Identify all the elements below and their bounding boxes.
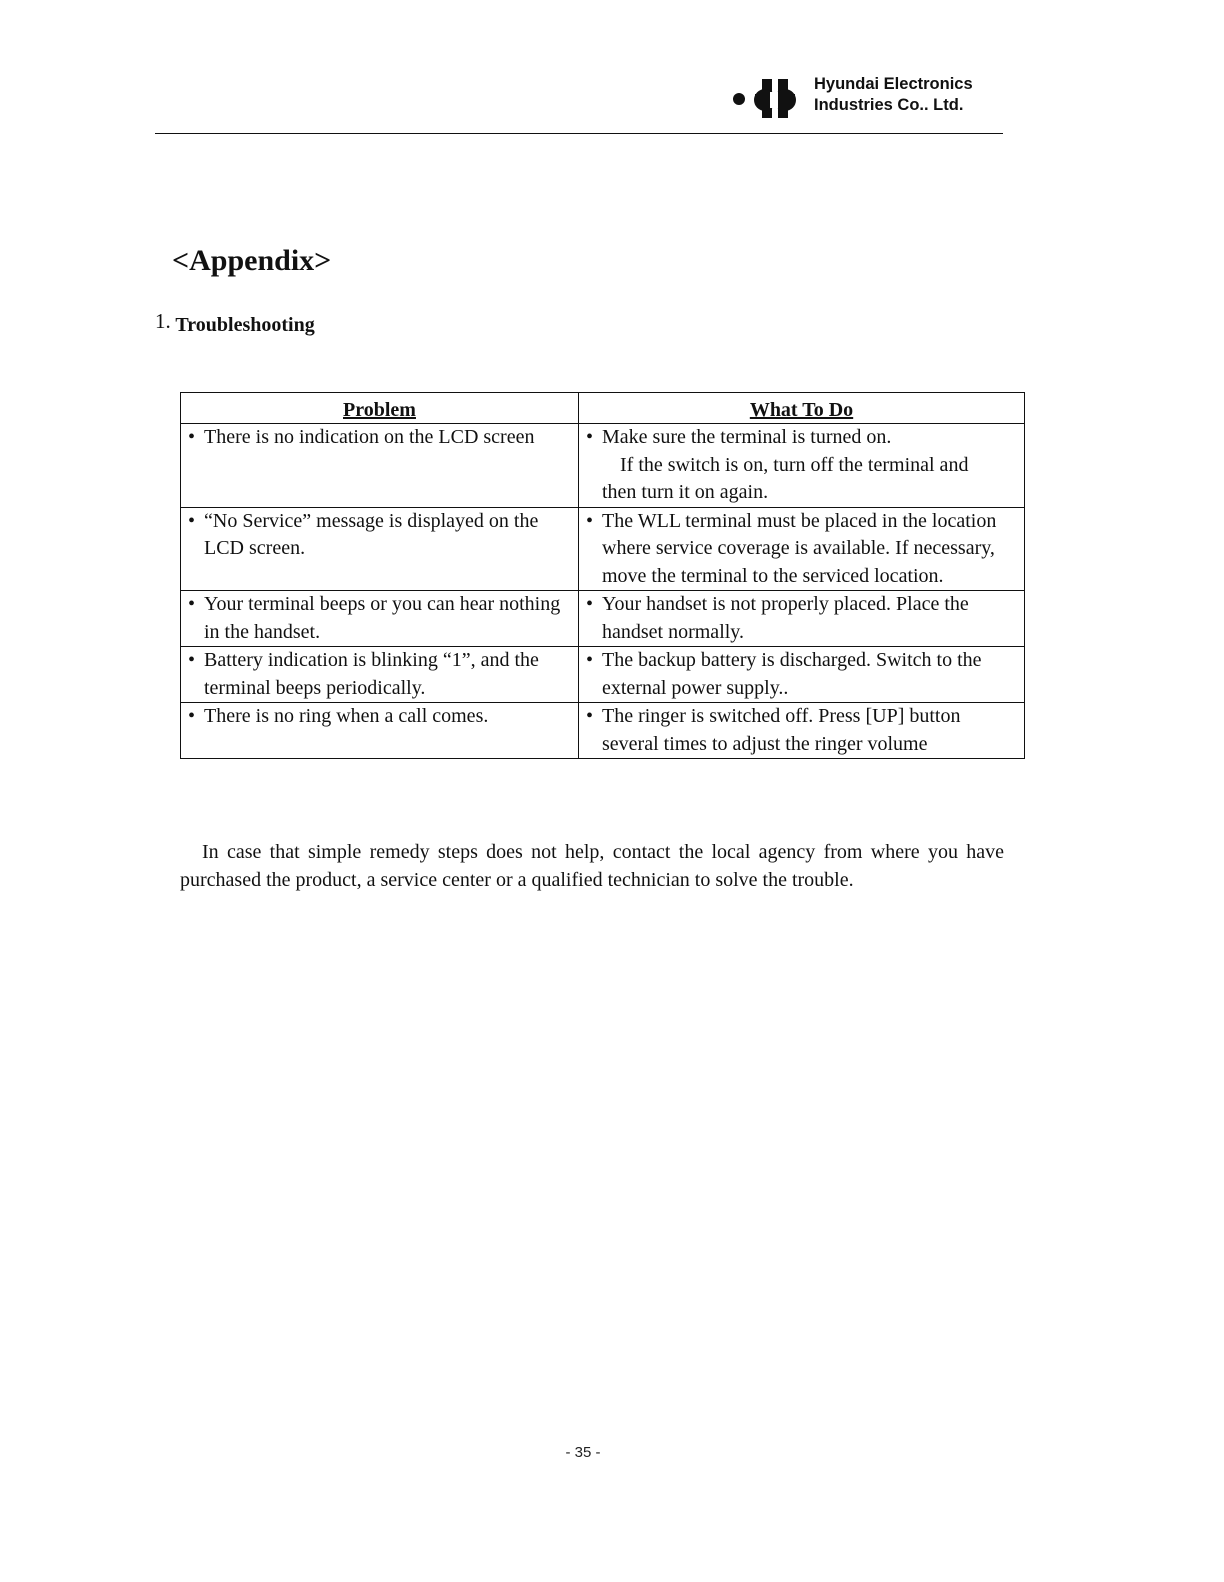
company-name-line1: Hyundai Electronics — [814, 75, 973, 93]
action-continuation: then turn it on again. — [602, 481, 769, 503]
troubleshooting-table — [180, 392, 1025, 759]
table-row — [181, 591, 1025, 647]
company-name-line2: Industries Co.. Ltd. — [814, 96, 964, 114]
hyundai-logo-icon — [732, 76, 798, 120]
table-row — [181, 507, 1025, 591]
action-cell — [579, 591, 1025, 647]
company-name — [814, 74, 973, 116]
problem-cell — [181, 507, 579, 591]
action-cell — [579, 424, 1025, 508]
table-row — [181, 424, 1025, 508]
action-cell — [579, 647, 1025, 703]
table-row — [181, 703, 1025, 759]
problem-text: • There is no indication on the LCD screen — [188, 424, 574, 452]
closing-paragraph: In case that simple remedy steps does not help, contact the local agency from where you have purchased the product, a service center or a qualified technician to solve the trouble. — [180, 841, 1004, 891]
action-text: • The backup battery is discharged. Switch to the external power supply.. — [586, 647, 1020, 702]
page-number: - 35 - — [565, 1444, 601, 1461]
section-heading — [155, 309, 315, 337]
problem-text: • There is no ring when a call comes. — [188, 703, 574, 731]
section-number: 1. — [155, 309, 171, 333]
problem-cell — [181, 591, 579, 647]
page-title: <Appendix> — [172, 244, 332, 277]
problem-text: • “No Service” message is displayed on the LCD screen. — [188, 508, 574, 563]
action-cell — [579, 507, 1025, 591]
problem-cell — [181, 647, 579, 703]
action-text: • Your handset is not properly placed. Place the handset normally. — [586, 591, 1020, 646]
section-title: Troubleshooting — [175, 314, 315, 336]
action-text: • The WLL terminal must be placed in the location where service coverage is available. If necessary, move the terminal to the serviced location. — [586, 508, 1020, 591]
column-header-what-to-do: What To Do — [579, 393, 1025, 424]
header-rule — [155, 133, 1003, 134]
table-row — [181, 647, 1025, 703]
action-text: • The ringer is switched off. Press [UP] button several times to adjust the ringer volume — [586, 703, 1020, 758]
problem-cell — [181, 424, 579, 508]
action-text: • Make sure the terminal is turned on. — [586, 424, 1020, 452]
action-cell — [579, 703, 1025, 759]
problem-text: • Battery indication is blinking “1”, and the terminal beeps periodically. — [188, 647, 574, 702]
action-subtext: If the switch is on, turn off the terminal and — [620, 453, 969, 476]
problem-text: • Your terminal beeps or you can hear nothing in the handset. — [188, 591, 574, 646]
table-header-row — [181, 393, 1025, 424]
problem-cell — [181, 703, 579, 759]
column-header-problem: Problem — [181, 393, 579, 424]
